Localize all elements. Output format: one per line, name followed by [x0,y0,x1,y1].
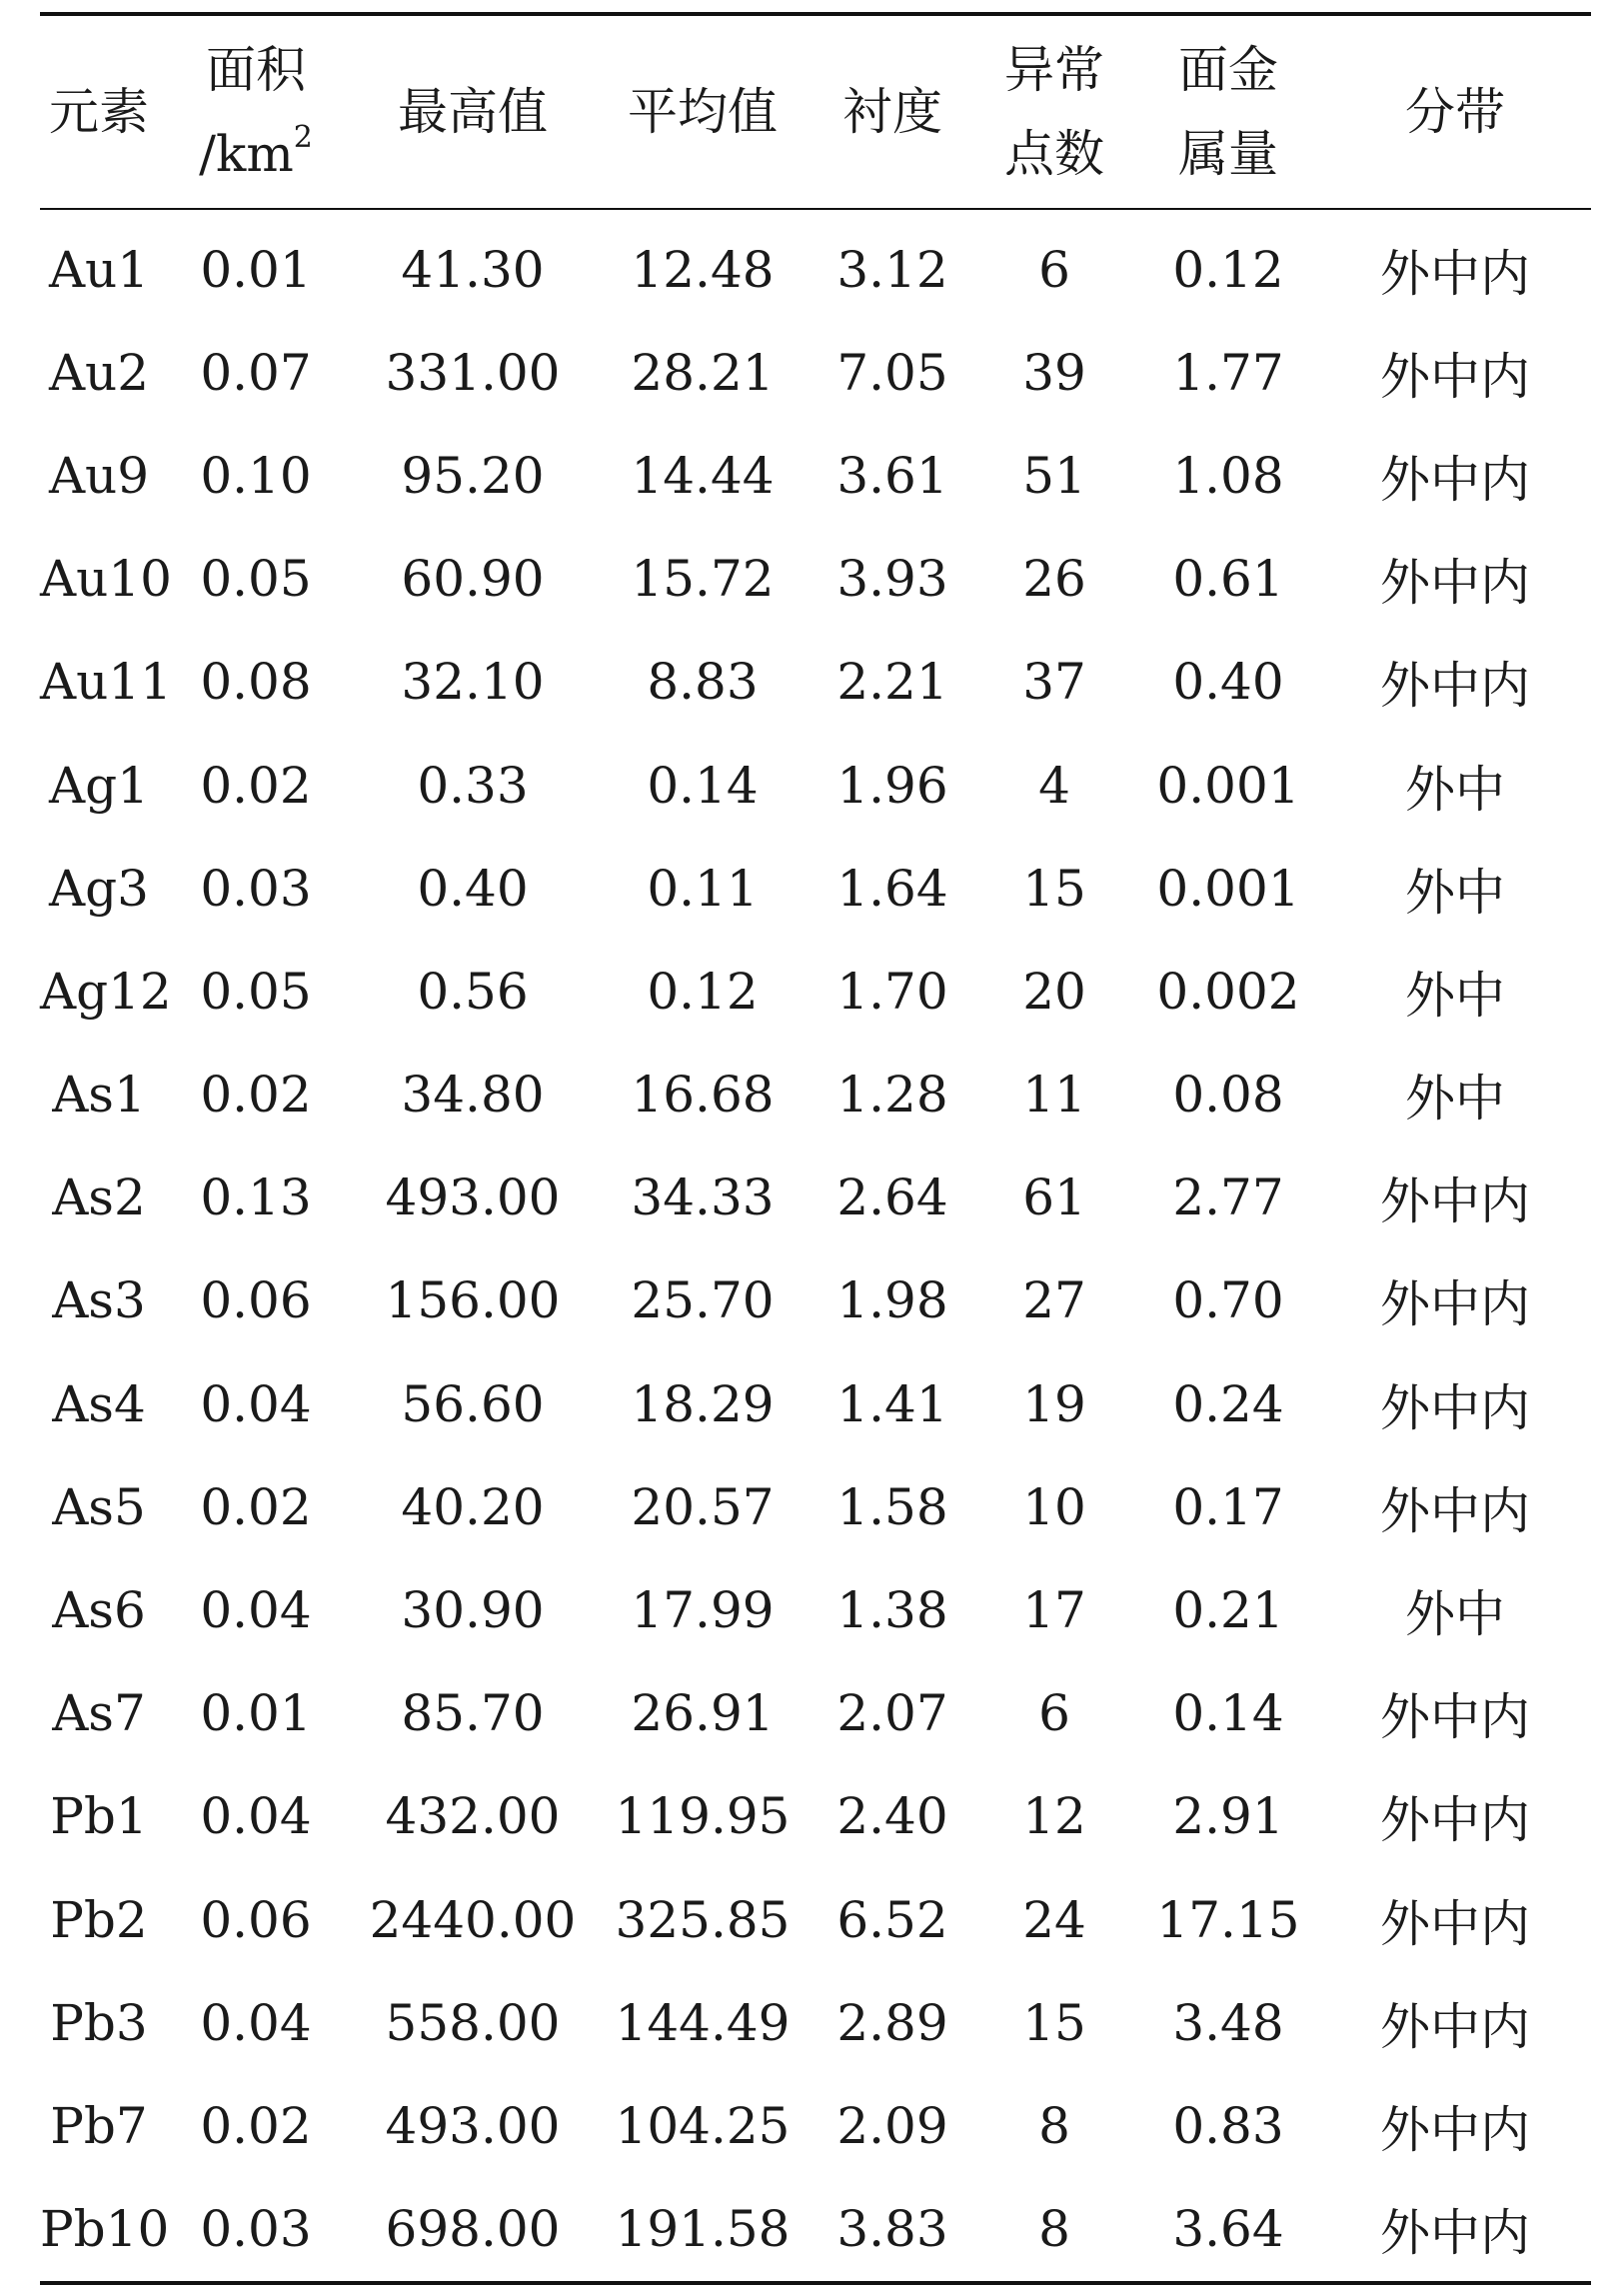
header-mean: 平均值 [628,83,778,141]
table-body [40,209,1591,2283]
header-metal-line1: 面金 [1178,41,1278,99]
cell-mean: 12.48 [631,240,775,299]
cell-contrast: 2.40 [836,1787,948,1846]
cell-max: 493.00 [385,2096,561,2155]
cell-mean: 325.85 [615,1890,791,1949]
cell-metal: 0.70 [1172,1271,1284,1330]
table-row [40,1146,1591,1249]
cell-metal: 0.08 [1172,1066,1284,1125]
cell-max: 85.70 [401,1684,545,1743]
header-row [40,14,1591,209]
cell-points: 12 [1022,1787,1086,1846]
cell-max: 558.00 [385,1993,561,2052]
cell-max: 493.00 [385,1168,561,1227]
table-row [40,321,1591,424]
cell-points: 51 [1022,446,1086,505]
cell-max: 432.00 [385,1787,561,1846]
cell-zoning: 外中 [1405,1585,1505,1644]
cell-zoning: 外中内 [1380,2100,1530,2159]
cell-mean: 26.91 [631,1684,775,1743]
cell-points: 61 [1022,1168,1086,1227]
cell-points: 4 [1038,756,1070,815]
cell-points: 11 [1022,1066,1086,1125]
cell-metal: 1.08 [1172,446,1284,505]
cell-contrast: 2.64 [836,1168,948,1227]
cell-area: 0.03 [200,859,312,918]
cell-points: 27 [1022,1271,1086,1330]
document-page [40,12,1591,2285]
cell-area: 0.02 [200,756,312,815]
header-points [971,14,1137,209]
cell-element: Ag1 [49,756,149,815]
cell-max: 2440.00 [369,1890,577,1949]
cell-points: 17 [1022,1581,1086,1640]
header-area-line2 [158,112,354,196]
cell-mean: 119.95 [615,1787,791,1846]
cell-mean: 16.68 [631,1066,775,1125]
table-row [40,1455,1591,1558]
cell-metal: 2.91 [1172,1787,1284,1846]
cell-points: 8 [1038,2096,1070,2155]
cell-zoning: 外中内 [1380,657,1530,716]
cell-area: 0.01 [200,240,312,299]
cell-metal: 0.17 [1172,1477,1284,1536]
header-points-line2: 点数 [1004,125,1104,183]
cell-contrast: 3.83 [836,2200,948,2259]
table-row [40,1662,1591,1765]
cell-area: 0.05 [200,550,312,609]
table-row [40,1044,1591,1146]
cell-zoning: 外中内 [1380,554,1530,613]
cell-element: Au10 [40,550,172,609]
cell-metal: 17.15 [1156,1890,1300,1949]
cell-max: 60.90 [401,550,545,609]
cell-contrast: 1.28 [836,1066,948,1125]
cell-metal: 3.64 [1172,2200,1284,2259]
header-zoning: 分带 [1405,83,1505,141]
anomaly-parameters-table [40,12,1591,2285]
cell-element: As2 [52,1168,146,1227]
cell-mean: 0.12 [647,962,759,1021]
cell-area: 0.07 [200,343,312,402]
cell-metal: 0.24 [1172,1374,1284,1433]
cell-zoning: 外中内 [1380,450,1530,509]
cell-area: 0.04 [200,1374,312,1433]
cell-mean: 8.83 [647,653,759,712]
cell-contrast: 1.64 [836,859,948,918]
cell-area: 0.08 [200,653,312,712]
cell-mean: 20.57 [631,1477,775,1536]
cell-points: 6 [1038,240,1070,299]
cell-element: As7 [52,1684,146,1743]
cell-mean: 15.72 [631,550,775,609]
cell-element: As6 [52,1581,146,1640]
cell-zoning: 外中内 [1380,244,1530,303]
cell-element: Ag3 [49,859,149,918]
cell-max: 30.90 [401,1581,545,1640]
table-row [40,424,1591,527]
cell-contrast: 3.61 [836,446,948,505]
cell-points: 39 [1022,343,1086,402]
cell-max: 0.56 [417,962,529,1021]
cell-metal: 2.77 [1172,1168,1284,1227]
table-row [40,1765,1591,1868]
cell-max: 0.33 [417,756,529,815]
cell-element: Au2 [48,343,150,402]
cell-area: 0.01 [200,1684,312,1743]
cell-points: 10 [1022,1477,1086,1536]
cell-zoning: 外中内 [1380,1481,1530,1540]
cell-points: 37 [1022,653,1086,712]
cell-contrast: 2.07 [836,1684,948,1743]
cell-max: 41.30 [401,240,545,299]
header-metal [1137,14,1319,209]
table-row [40,2074,1591,2177]
cell-metal: 1.77 [1172,343,1284,402]
cell-points: 15 [1022,859,1086,918]
cell-contrast: 2.09 [836,2096,948,2155]
cell-mean: 0.11 [647,859,759,918]
cell-zoning: 外中 [1405,863,1505,922]
cell-max: 698.00 [385,2200,561,2259]
cell-mean: 144.49 [615,1993,791,2052]
cell-metal: 0.12 [1172,240,1284,299]
cell-mean: 28.21 [631,343,775,402]
cell-metal: 0.61 [1172,550,1284,609]
header-max: 最高值 [398,83,548,141]
cell-area: 0.05 [200,962,312,1021]
cell-max: 156.00 [385,1271,561,1330]
cell-mean: 104.25 [615,2096,791,2155]
cell-contrast: 2.89 [836,1993,948,2052]
cell-contrast: 3.12 [836,240,948,299]
header-area-unit: /km [199,125,294,183]
cell-contrast: 7.05 [836,343,948,402]
cell-points: 20 [1022,962,1086,1021]
cell-max: 331.00 [385,343,561,402]
header-element: 元素 [49,83,149,141]
cell-contrast: 1.41 [836,1374,948,1433]
cell-mean: 14.44 [631,446,775,505]
header-metal-line2: 属量 [1178,125,1278,183]
cell-points: 8 [1038,2200,1070,2259]
cell-contrast: 2.21 [836,653,948,712]
cell-max: 56.60 [401,1374,545,1433]
cell-metal: 0.001 [1156,756,1300,815]
cell-area: 0.02 [200,1066,312,1125]
cell-points: 6 [1038,1684,1070,1743]
cell-element: As1 [52,1066,146,1125]
cell-element: Au1 [48,240,150,299]
cell-points: 15 [1022,1993,1086,2052]
cell-contrast: 1.98 [836,1271,948,1330]
cell-element: Au11 [40,653,172,712]
table-row [40,1558,1591,1661]
cell-zoning: 外中内 [1380,347,1530,406]
cell-element: Pb7 [50,2096,148,2155]
cell-area: 0.13 [200,1168,312,1227]
cell-area: 0.03 [200,2200,312,2259]
table-row [40,1249,1591,1352]
cell-area: 0.06 [200,1271,312,1330]
cell-zoning: 外中内 [1380,1172,1530,1231]
cell-contrast: 1.38 [836,1581,948,1640]
cell-zoning: 外中 [1405,966,1505,1025]
cell-contrast: 1.96 [836,756,948,815]
cell-element: Pb1 [50,1787,148,1846]
cell-contrast: 6.52 [836,1890,948,1949]
cell-metal: 0.001 [1156,859,1300,918]
cell-max: 34.80 [401,1066,545,1125]
cell-element: Pb3 [50,1993,148,2052]
cell-zoning: 外中 [1405,1070,1505,1129]
table-row [40,631,1591,734]
cell-max: 32.10 [401,653,545,712]
table-row [40,940,1591,1043]
cell-mean: 34.33 [631,1168,775,1227]
header-points-line1: 异常 [1004,41,1104,99]
cell-max: 95.20 [401,446,545,505]
table-row [40,837,1591,940]
cell-area: 0.02 [200,1477,312,1536]
header-contrast: 衬度 [842,83,942,141]
cell-zoning: 外中内 [1380,1275,1530,1334]
cell-max: 40.20 [401,1477,545,1536]
cell-zoning: 外中内 [1380,1791,1530,1850]
cell-element: Pb2 [50,1890,148,1949]
cell-points: 26 [1022,550,1086,609]
cell-contrast: 1.70 [836,962,948,1021]
cell-area: 0.04 [200,1787,312,1846]
cell-mean: 18.29 [631,1374,775,1433]
table-row [40,2178,1591,2283]
table-row [40,734,1591,837]
cell-area: 0.04 [200,1581,312,1640]
cell-area: 0.04 [200,1993,312,2052]
cell-metal: 3.48 [1172,1993,1284,2052]
cell-mean: 0.14 [647,756,759,815]
table-row [40,528,1591,631]
table-header [40,14,1591,209]
cell-contrast: 3.93 [836,550,948,609]
cell-metal: 0.14 [1172,1684,1284,1743]
cell-zoning: 外中内 [1380,1688,1530,1747]
header-area-line1: 面积 [206,41,306,99]
cell-mean: 191.58 [615,2200,791,2259]
cell-zoning: 外中内 [1380,1378,1530,1437]
table-row [40,1971,1591,2074]
cell-area: 0.06 [200,1890,312,1949]
table-row [40,209,1591,321]
cell-points: 19 [1022,1374,1086,1433]
header-area-sup: 2 [293,120,313,156]
cell-points: 24 [1022,1890,1086,1949]
cell-element: Pb10 [40,2200,170,2259]
table-row [40,1352,1591,1455]
cell-zoning: 外中内 [1380,2204,1530,2263]
cell-mean: 25.70 [631,1271,775,1330]
cell-element: As3 [52,1271,146,1330]
cell-metal: 0.21 [1172,1581,1284,1640]
cell-metal: 0.40 [1172,653,1284,712]
cell-zoning: 外中 [1405,760,1505,819]
cell-element: Au9 [48,446,150,505]
cell-element: Ag12 [40,962,172,1021]
cell-area: 0.02 [200,2096,312,2155]
cell-metal: 0.002 [1156,962,1300,1021]
cell-zoning: 外中内 [1380,1997,1530,2056]
cell-zoning: 外中内 [1380,1894,1530,1953]
cell-element: As4 [52,1374,146,1433]
cell-max: 0.40 [417,859,529,918]
header-area [158,14,354,209]
cell-area: 0.10 [200,446,312,505]
cell-mean: 17.99 [631,1581,775,1640]
table-row [40,1868,1591,1971]
cell-metal: 0.83 [1172,2096,1284,2155]
cell-element: As5 [52,1477,146,1536]
cell-contrast: 1.58 [836,1477,948,1536]
